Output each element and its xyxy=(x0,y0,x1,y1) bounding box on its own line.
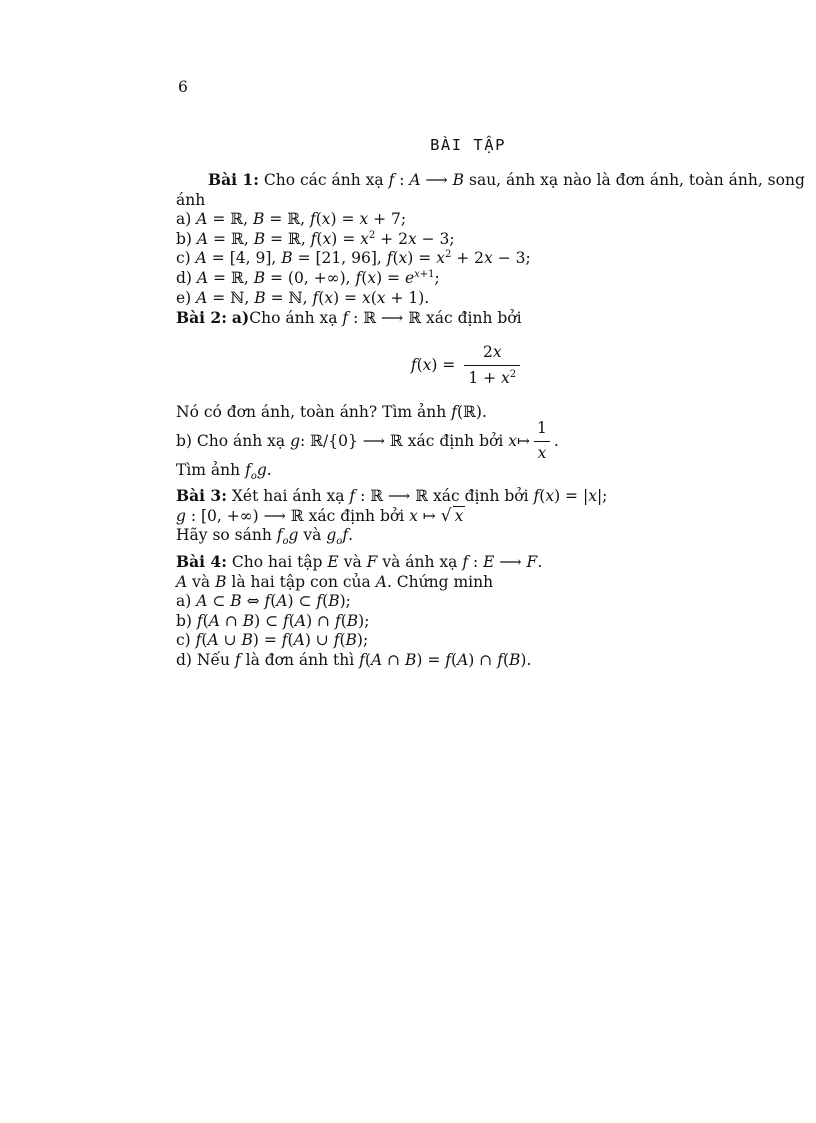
ex2-intro: Bài 2: a)Cho ánh xạ f : ℝ ⟶ ℝ xác định bởi xyxy=(176,308,522,328)
ex2-part-b: b) Cho ánh xạ g : ℝ/{0} ⟶ ℝ xác định bởi x ↦ $\frac{1}{x}$ . xyxy=(176,419,559,463)
section-title: BÀI TẬP xyxy=(430,136,506,154)
ex4-intro: Bài 4: Cho hai tập E và F và ánh xạ f : E ⟶ F. xyxy=(176,552,543,572)
exercise-content xyxy=(176,170,805,671)
ex1-item-e: e) A = ℕ, B = ℕ, f(x) = x(x + 1). xyxy=(176,288,430,307)
ex4-label: Bài 4: xyxy=(176,552,227,572)
ex3-g: g : [0, +∞) ⟶ ℝ xác định bởi x ↦ √ x xyxy=(176,505,464,526)
ex2-question: Nó có đơn ánh, toàn ánh? Tìm ảnh f(ℝ). xyxy=(176,402,487,421)
ex1-label: Bài 1: xyxy=(208,170,259,189)
ex2-formula: f(x) = $\frac{2x}{1 + x^2}$ xyxy=(176,343,758,389)
ex1-item-b: b) A = ℝ, B = ℝ, $f(x) = x^2 + 2x - 3$; xyxy=(176,229,455,248)
ex4-subsets: A và B là hai tập con của A. Chứng minh xyxy=(176,572,494,591)
ex2-label: Bài 2: xyxy=(176,308,227,328)
ex4-item-d: d) Nếu f là đơn ánh thì f(A ∩ B) = f(A) ∩ f(B). xyxy=(176,651,532,670)
ex2-find-image: Tìm ảnh $f_og$. xyxy=(176,460,272,482)
ex4-item-b: b) f(A ∩ B) ⊂ f(A) ∩ f(B); xyxy=(176,611,370,630)
ex3-intro: Bài 3: Xét hai ánh xạ f : ℝ ⟶ ℝ xác định bởi f(x) = |x|; xyxy=(176,486,608,506)
page-number: 6 xyxy=(178,78,188,96)
ex3-label: Bài 3: xyxy=(176,486,227,506)
ex1-item-a: a) A = ℝ, B = ℝ, f(x) = x + 7; xyxy=(176,210,407,229)
ex4-item-a: a) A ⊂ B ⇔ f(A) ⊂ f(B); xyxy=(176,592,351,611)
ex1-item-c: c) A = [4, 9], B = [21, 96], $f(x) = x^2 + 2x - 3$; xyxy=(176,249,531,268)
ex4-item-c: c) f(A ∪ B) = f(A) ∪ f(B); xyxy=(176,631,369,650)
ex3-compare: Hãy so sánh $f_og$ và $g_of$. xyxy=(176,526,354,548)
ex1-item-d: d) A = ℝ, B = (0, +∞), $f(x) = e^{x+1}$; xyxy=(176,268,440,287)
ex1-intro-cont: ánh xyxy=(176,190,206,209)
ex1-intro: Bài 1: Cho các ánh xạ f : A ⟶ B sau, ánh xạ nào là đơn ánh, toàn ánh, song xyxy=(208,170,805,189)
